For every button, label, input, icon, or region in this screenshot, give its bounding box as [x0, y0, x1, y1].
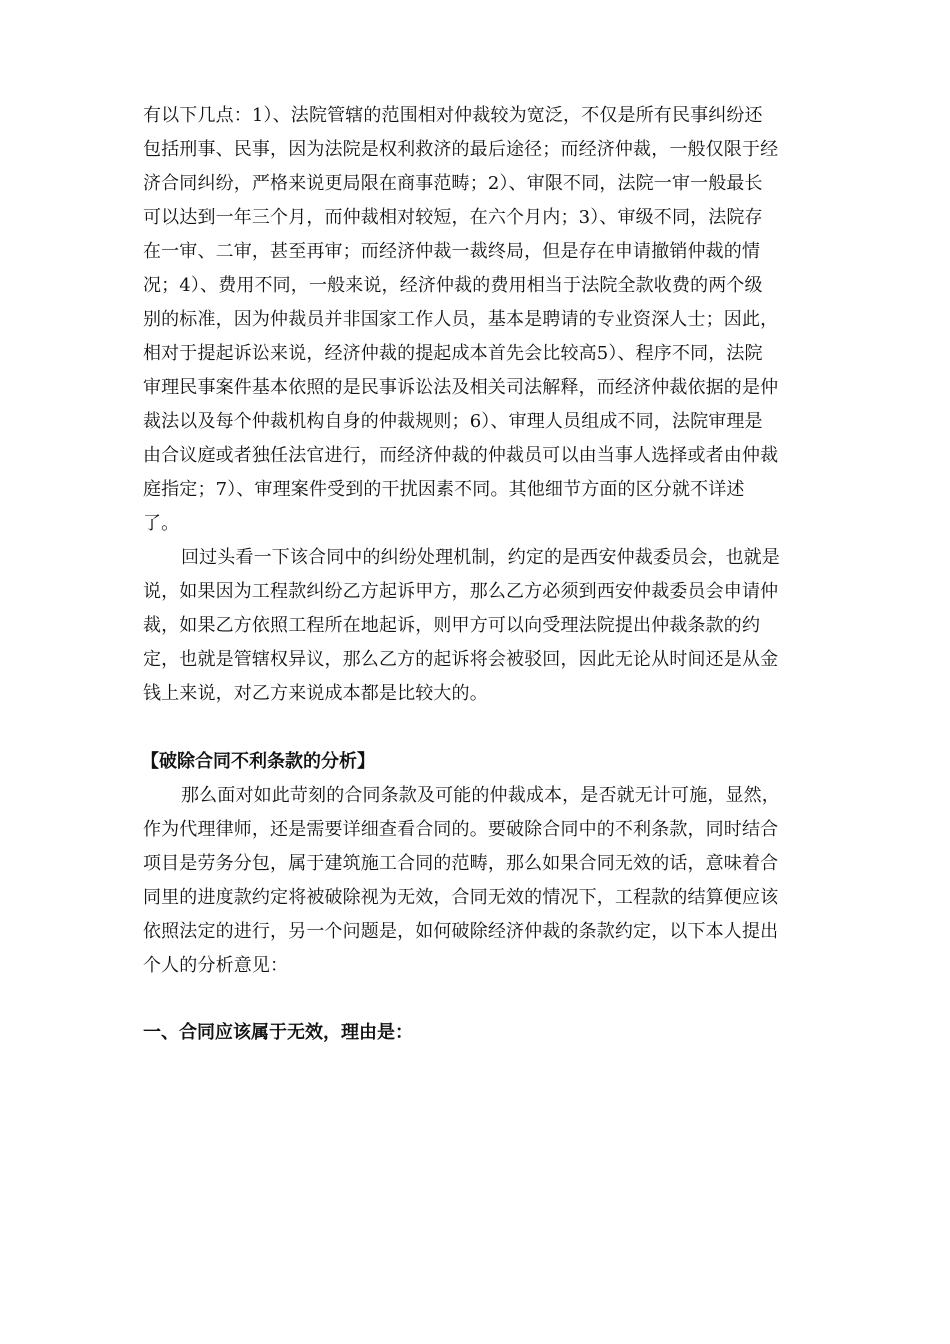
subheading: 一、合同应该属于无效，理由是： — [143, 1022, 413, 1043]
paragraph3-line-4: 同里的进度款约定将被破除视为无效，合同无效的情况下，工程款的结算便应该 — [143, 887, 779, 908]
paragraph3-line-1: 那么面对如此苛刻的合同条款及可能的仲裁成本，是否就无计可施，显然， — [181, 785, 780, 806]
paragraph3-line-5: 依照法定的进行，另一个问题是，如何破除经济仲裁的条款约定，以下本人提出 — [143, 921, 779, 942]
paragraph1-line-12: 庭指定；7）、审理案件受到的干扰因素不同。其他细节方面的区分就不详述 — [143, 479, 745, 500]
paragraph3-line-2: 作为代理律师，还是需要详细查看合同的。要破除合同中的不利条款，同时结合 — [143, 819, 779, 840]
paragraph1-line-5: 在一审、二审，甚至再审；而经济仲裁一裁终局，但是存在申请撤销仲裁的情 — [143, 241, 761, 262]
paragraph2-line-5: 钱上来说，对乙方来说成本都是比较大的。 — [143, 683, 488, 704]
paragraph1-line-7: 别的标准，因为仲裁员并非国家工作人员，基本是聘请的专业资深人士；因此， — [143, 309, 779, 330]
paragraph1-line-1: 有以下几点：1）、法院管辖的范围相对仲裁较为宽泛，不仅是所有民事纠纷还 — [143, 105, 763, 126]
section-heading: 【破除合同不利条款的分析】 — [141, 751, 375, 772]
paragraph1-line-10: 裁法以及每个仲裁机构自身的仲裁规则；6）、审理人员组成不同，法院审理是 — [143, 411, 763, 432]
paragraph1-line-8: 相对于提起诉讼来说，经济仲裁的提起成本首先会比较高5）、程序不同，法院 — [143, 343, 763, 364]
paragraph3-line-6: 个人的分析意见： — [143, 955, 289, 976]
paragraph1-line-13: 了。 — [143, 513, 180, 534]
paragraph1-line-3: 济合同纠纷，严格来说更局限在商事范畴；2）、审限不同，法院一审一般最长 — [143, 173, 763, 194]
paragraph2-line-1: 回过头看一下该合同中的纠纷处理机制，约定的是西安仲裁委员会，也就是 — [181, 547, 780, 568]
paragraph1-line-6: 况；4）、费用不同，一般来说，经济仲裁的费用相当于法院全款收费的两个级 — [143, 275, 763, 296]
paragraph1-line-4: 可以达到一年三个月，而仲裁相对较短，在六个月内；3）、审级不同，法院存 — [143, 207, 763, 228]
paragraph1-line-2: 包括刑事、民事，因为法院是权利救济的最后途径；而经济仲裁，一般仅限于经 — [143, 139, 779, 160]
paragraph1-line-9: 审理民事案件基本依照的是民事诉讼法及相关司法解释，而经济仲裁依据的是仲 — [143, 377, 779, 398]
paragraph2-line-2: 说，如果因为工程款纠纷乙方起诉甲方，那么乙方必须到西安仲裁委员会申请仲 — [143, 581, 779, 602]
paragraph2-line-4: 定，也就是管辖权异议，那么乙方的起诉将会被驳回，因此无论从时间还是从金 — [143, 649, 779, 670]
paragraph2-line-3: 裁，如果乙方依照工程所在地起诉，则甲方可以向受理法院提出仲裁条款的约 — [143, 615, 761, 636]
paragraph1-line-11: 由合议庭或者独任法官进行，而经济仲裁的仲裁员可以由当事人选择或者由仲裁 — [143, 445, 779, 466]
paragraph3-line-3: 项目是劳务分包，属于建筑施工合同的范畴，那么如果合同无效的话，意味着合 — [143, 853, 779, 874]
